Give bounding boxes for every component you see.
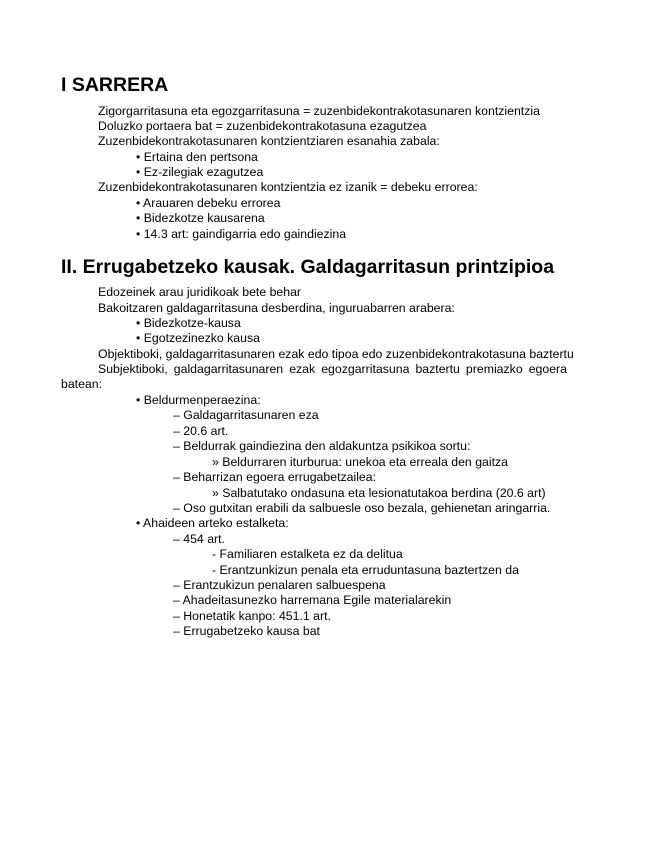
sub-item: » Salbatutako ondasuna eta lesionatutakoa berdina (20.6 art) bbox=[212, 486, 546, 500]
bullet-item: • 14.3 art: gaindigarria edo gaindiezina bbox=[136, 227, 347, 241]
dash-item: – Beldurrak gaindiezina den aldakuntza psikikoa sortu: bbox=[173, 439, 471, 453]
bullet-item: • Ez-zilegiak ezagutzea bbox=[136, 165, 264, 179]
dash-item: – Errugabetzeko kausa bat bbox=[173, 624, 320, 638]
text-line: Objektiboki, galdagarritasunaren ezak edo tipoa edo zuzenbidekontrakotasuna baztertu bbox=[98, 347, 574, 361]
bullet-item: • Bidezkotze-kausa bbox=[136, 316, 241, 330]
dash-item: – 20.6 art. bbox=[173, 424, 229, 438]
text-line: Bakoitzaren galdagarritasuna desberdina, inguruabarren arabera: bbox=[98, 301, 455, 315]
bullet-item: • Ahaideen arteko estalketa: bbox=[136, 516, 289, 530]
bullet-item: • Arauaren debeku errorea bbox=[136, 196, 281, 210]
justified-line: Subjektiboki, galdagarritasunaren ezak egozgarritasuna baztertu premiazko egoera bbox=[98, 362, 567, 376]
bullet-item: • Bidezkotze kausarena bbox=[136, 211, 265, 225]
section-heading-errugabetzeko-kausak: II. Errugabetzeko kausak. Galdagarritasun printzipioa bbox=[61, 256, 555, 278]
sub-item: » Beldurraren iturburua: unekoa eta erreala den gaitza bbox=[212, 455, 509, 469]
dash-item: – Galdagarritasunaren eza bbox=[173, 408, 319, 422]
section-heading-sarrera: I SARRERA bbox=[61, 74, 169, 96]
bullet-item: • Beldurmenperaezina: bbox=[136, 393, 261, 407]
text-line: Zuzenbidekontrakotasunaren kontzientzia ez izanik = debeku errorea: bbox=[98, 180, 478, 194]
text-line: Doluzko portaera bat = zuzenbidekontrakotasuna ezagutzea bbox=[98, 119, 427, 133]
sub-item: - Familiaren estalketa ez da delitua bbox=[212, 547, 403, 561]
dash-item: – Ahadeitasunezko harremana Egile materialarekin bbox=[173, 593, 452, 607]
dash-item: – Beharrizan egoera errugabetzailea: bbox=[173, 470, 377, 484]
bullet-item: • Ertaina den pertsona bbox=[136, 150, 258, 164]
text-line: Zuzenbidekontrakotasunaren kontzientziaren esanahia zabala: bbox=[98, 134, 440, 148]
wrapped-line: batean: bbox=[61, 377, 103, 391]
dash-item: – 454 art. bbox=[173, 532, 225, 546]
bullet-item: • Egotzezinezko kausa bbox=[136, 331, 260, 345]
dash-item: – Honetatik kanpo: 451.1 art. bbox=[173, 609, 331, 623]
sub-item: - Erantzunkizun penala eta erruduntasuna baztertzen da bbox=[212, 563, 519, 577]
text-line: Zigorgarritasuna eta egozgarritasuna = zuzenbidekontrakotasunaren kontzientzia bbox=[98, 104, 540, 118]
dash-item: – Erantzukizun penalaren salbuespena bbox=[173, 578, 386, 592]
dash-item: – Oso gutxitan erabili da salbuesle oso bezala, gehienetan aringarria. bbox=[173, 501, 551, 515]
text-line: Edozeinek arau juridikoak bete behar bbox=[98, 285, 302, 299]
